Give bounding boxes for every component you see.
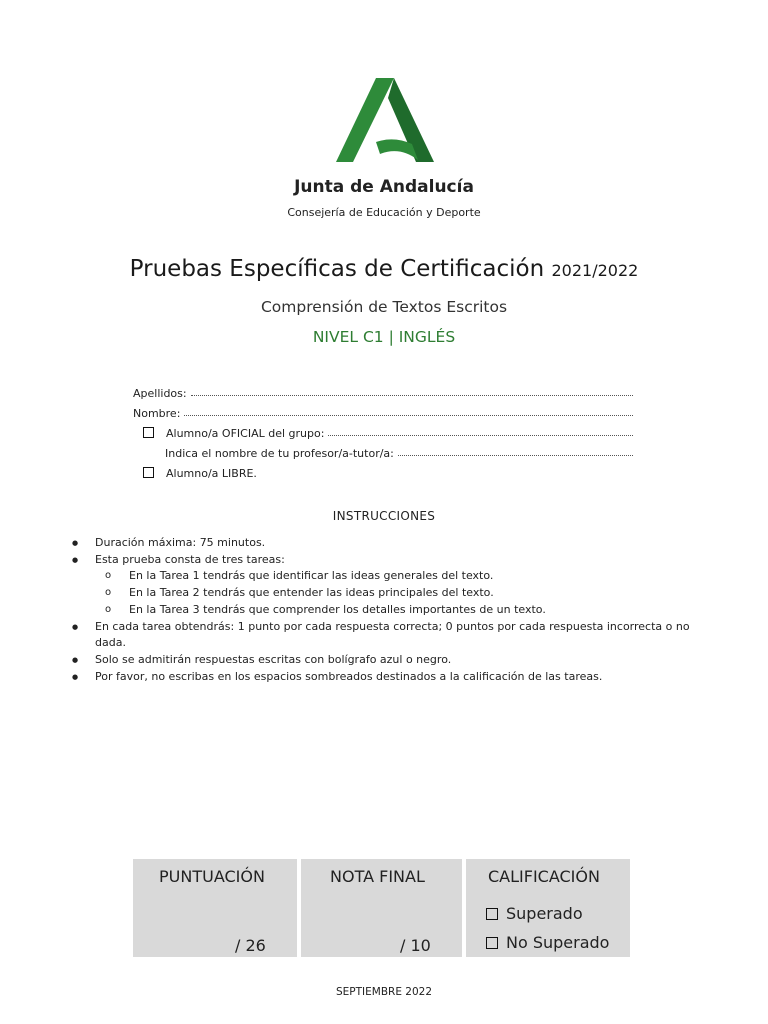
oficial-checkbox[interactable] (143, 427, 154, 438)
libre-label: Alumno/a LIBRE. (166, 467, 257, 480)
libre-row[interactable] (133, 460, 633, 480)
superado-option[interactable] (486, 904, 583, 923)
oficial-row[interactable] (133, 420, 633, 440)
no-superado-checkbox[interactable] (486, 937, 498, 949)
apellidos-row[interactable] (133, 380, 633, 400)
nota-final-label: NOTA FINAL (330, 867, 425, 886)
nota-final-value: / 10 (400, 936, 431, 955)
oficial-label: Alumno/a OFICIAL del grupo: (166, 427, 325, 440)
nombre-row[interactable] (133, 400, 633, 420)
instructions-title: INSTRUCCIONES (332, 509, 436, 523)
profesor-label: Indica el nombre de tu profesor/a-tutor/a: (165, 447, 394, 460)
puntuacion-box (133, 859, 297, 957)
exam-year: 2021/2022 (551, 261, 639, 280)
profesor-field[interactable] (398, 454, 633, 456)
profesor-row[interactable] (133, 440, 633, 460)
exam-title (0, 256, 768, 282)
libre-checkbox[interactable] (143, 467, 154, 478)
calificacion-box (466, 859, 630, 957)
apellidos-label: Apellidos: (133, 387, 187, 400)
apellidos-field[interactable] (191, 394, 633, 396)
junta-andalucia-logo-icon (336, 76, 434, 164)
superado-checkbox[interactable] (486, 908, 498, 920)
org-subtitle: Consejería de Educación y Deporte (287, 206, 481, 219)
nombre-field[interactable] (184, 414, 633, 416)
grupo-field[interactable] (328, 434, 633, 436)
list-item: ● En cada tarea obtendrás: 1 punto por cada respuesta correcta; 0 puntos por cada respuesta incorrecta o no dada. (95, 619, 705, 652)
nota-final-box (301, 859, 462, 957)
list-item: ● Esta prueba consta de tres tareas: (95, 552, 705, 569)
list-item: ● Duración máxima: 75 minutos. (95, 535, 705, 552)
sub-list-item: o En la Tarea 1 tendrás que identificar las ideas generales del texto. (95, 568, 705, 585)
instructions-list (95, 535, 705, 685)
puntuacion-label: PUNTUACIÓN (159, 867, 265, 886)
no-superado-option[interactable] (486, 933, 609, 952)
exam-title-text: Pruebas Específicas de Certificación (129, 256, 545, 282)
no-superado-label: No Superado (506, 933, 610, 952)
list-item: ● Por favor, no escribas en los espacios sombreados destinados a la calificación de las tareas. (95, 669, 705, 686)
puntuacion-value: / 26 (235, 936, 266, 955)
exam-subtitle: Comprensión de Textos Escritos (260, 298, 508, 316)
footer-date: SEPTIEMBRE 2022 (335, 986, 433, 998)
superado-label: Superado (506, 904, 583, 923)
sub-list-item: o En la Tarea 2 tendrás que entender las ideas principales del texto. (95, 585, 705, 602)
student-form (133, 380, 633, 480)
list-item: ● Solo se admitirán respuestas escritas con bolígrafo azul o negro. (95, 652, 705, 669)
nombre-label: Nombre: (133, 407, 181, 420)
sub-list-item: o En la Tarea 3 tendrás que comprender los detalles importantes de un texto. (95, 602, 705, 619)
exam-level: NIVEL C1 | INGLÉS (312, 328, 456, 346)
org-name: Junta de Andalucía (294, 177, 474, 197)
calificacion-label: CALIFICACIÓN (488, 867, 600, 886)
